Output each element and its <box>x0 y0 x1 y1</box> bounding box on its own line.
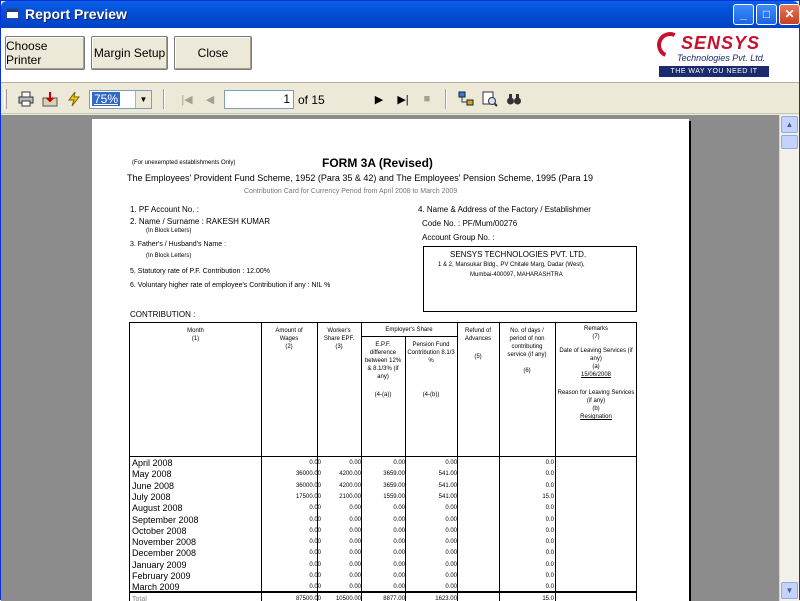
table-row-wages: 0.00 <box>309 527 321 534</box>
total-row-wages: 87500.00 <box>295 596 321 601</box>
refund-header <box>459 327 497 361</box>
pension-fund-header <box>407 341 455 399</box>
table-row-epf: 0.00 <box>349 460 361 466</box>
contribution-table <box>129 322 637 601</box>
pf-account-label: 1. PF Account No. : <box>130 205 199 214</box>
preview-area[interactable] <box>1 115 779 601</box>
workers-share-header <box>319 327 359 351</box>
prev-page-icon[interactable]: ◀ <box>205 93 215 106</box>
header-num: (a) <box>592 364 600 370</box>
date-leaving-value: 15/06/2008 <box>580 372 612 378</box>
table-row-days: 0.0 <box>545 527 554 534</box>
table-row-month: February 2009 <box>132 571 191 581</box>
contribution-label: CONTRIBUTION : <box>130 310 196 319</box>
table-row-diff: 3659.00 <box>383 482 405 489</box>
table-row-days: 0.0 <box>545 573 554 579</box>
name-label: 2. Name / Surname : RAKESH KUMAR <box>130 217 271 226</box>
header-num: (7) <box>592 334 600 340</box>
header-text: Refund of Advances <box>464 328 492 342</box>
scroll-down-button[interactable]: ▼ <box>781 582 798 599</box>
date-leaving-label: Date of Leaving Services (if any) <box>559 348 633 362</box>
table-row-epf: 0.00 <box>349 584 361 591</box>
code-no: Code No. : PF/Mum/00276 <box>422 219 518 228</box>
header-num: (1) <box>191 336 200 342</box>
table-row-epf: 4200.00 <box>339 482 361 489</box>
company-address-line-1: 1 & 2, Mansukar Bldg., PV Chitale Marg, Dadar (West), <box>438 262 585 268</box>
table-row-days: 0.0 <box>545 550 554 557</box>
table-row-epf: 0.00 <box>349 505 361 512</box>
choose-printer-button[interactable]: Choose Printer <box>5 36 85 70</box>
table-row-diff: 0.00 <box>393 539 405 546</box>
statutory-rate: 5. Statutory rate of P.F. Contribution : 12.00% <box>130 268 270 275</box>
scroll-up-button[interactable]: ▲ <box>781 116 798 133</box>
company-address-line-2: Mumbai-400097, MAHARASHTRA <box>470 272 563 278</box>
table-row-diff: 0.00 <box>393 527 405 534</box>
reason-leaving-label: Reason for Leaving Services (if any) <box>557 390 635 404</box>
factory-label: 4. Name & Address of the Factory / Establishmer <box>418 205 591 214</box>
window-icon <box>6 8 19 19</box>
header-num: (4-(a)) <box>374 392 392 398</box>
table-row-wages: 0.00 <box>309 460 321 466</box>
table-row-days: 0.0 <box>545 561 554 568</box>
table-row-wages: 0.00 <box>309 561 321 568</box>
report-page <box>92 119 689 601</box>
block-letters-note: (In Block Letters) <box>146 253 192 259</box>
chevron-down-icon[interactable]: ▼ <box>135 91 151 108</box>
header-text: Amount of Wages <box>275 328 303 342</box>
table-row-wages: 0.00 <box>309 516 321 523</box>
table-row-epf: 0.00 <box>349 573 361 579</box>
page-total: of 15 <box>298 93 325 107</box>
table-row-diff: 0.00 <box>393 550 405 557</box>
table-divider <box>405 336 406 601</box>
table-row-pension: 0.00 <box>445 505 457 512</box>
table-row-days: 0.0 <box>545 482 554 489</box>
table-row-month: January 2009 <box>132 559 187 570</box>
zoom-value: 75% <box>94 92 119 106</box>
table-row-epf: 4200.00 <box>339 471 361 478</box>
minimize-button[interactable]: _ <box>733 4 754 25</box>
table-row-month: October 2008 <box>132 525 187 536</box>
table-row-diff: 0.00 <box>393 573 405 579</box>
table-row-wages: 36000.00 <box>295 471 321 478</box>
table-row-epf: 2100.00 <box>339 493 361 500</box>
logo-subtitle: Technologies Pvt. Ltd. <box>677 53 766 63</box>
table-row-month: September 2008 <box>132 514 199 525</box>
total-row-diff: 8877.00 <box>383 596 405 601</box>
table-divider <box>261 323 262 601</box>
toolbar-grip[interactable] <box>4 89 7 109</box>
voluntary-rate: 6. Voluntary higher rate of employee's Contribution if any : NIL % <box>130 282 331 289</box>
table-row-diff: 1559.00 <box>383 493 405 500</box>
table-row-diff: 0.00 <box>393 460 405 466</box>
month-header <box>130 327 261 343</box>
table-row-wages: 17500.00 <box>295 493 321 500</box>
table-row-pension: 541.00 <box>438 471 457 478</box>
stop-icon[interactable]: ■ <box>423 93 431 105</box>
table-row-month: June 2008 <box>132 480 175 491</box>
table-row-pension: 0.00 <box>445 539 457 546</box>
header-text: Pension Fund Contribution 8.1/3 % <box>407 342 455 364</box>
logo-tagline: THE WAY YOU NEED IT <box>659 66 769 77</box>
table-row-days: 0.0 <box>545 460 554 466</box>
table-row-diff: 3659.00 <box>383 471 405 478</box>
table-row-days: 0.0 <box>545 584 554 591</box>
table-row-pension: 0.00 <box>445 527 457 534</box>
table-divider <box>361 336 457 337</box>
header-num: (4-(b)) <box>422 392 440 398</box>
next-page-icon[interactable]: ▶ <box>374 93 384 106</box>
father-name-label: 3. Father's / Husband's Name : <box>130 241 227 248</box>
table-divider <box>499 323 500 601</box>
sensys-logo <box>653 31 773 81</box>
group-tree-icon[interactable] <box>457 90 475 108</box>
window-title: Report Preview <box>25 6 127 22</box>
vertical-scrollbar[interactable] <box>779 115 799 601</box>
table-row-epf: 0.00 <box>349 539 361 546</box>
table-divider <box>457 323 458 601</box>
form-note: (For unexempted establishments Only) <box>132 160 236 166</box>
header-text: Month <box>187 328 204 334</box>
title-bar[interactable] <box>1 1 799 28</box>
lightning-icon[interactable] <box>65 90 83 108</box>
table-row-pension: 541.00 <box>438 493 457 500</box>
table-row-diff: 0.00 <box>393 584 405 591</box>
total-row-pension: 1623.00 <box>435 596 457 601</box>
find-icon[interactable] <box>505 90 523 108</box>
first-page-icon[interactable]: |◀ <box>181 93 193 106</box>
table-row-diff: 0.00 <box>393 505 405 512</box>
table-row-wages: 0.00 <box>309 550 321 557</box>
scroll-thumb[interactable] <box>781 135 798 149</box>
total-row-epf: 10500.00 <box>335 596 361 601</box>
table-row-month: July 2008 <box>132 491 171 502</box>
form-title: FORM 3A (Revised) <box>322 156 433 170</box>
header-text: E.P.F. difference between 12% & 8.1/3% (if any) <box>364 342 402 380</box>
remarks-header <box>557 325 635 421</box>
table-row-pension: 0.00 <box>445 584 457 591</box>
export-icon[interactable] <box>41 90 59 108</box>
reason-leaving-value: Resignation <box>580 414 612 420</box>
print-icon[interactable] <box>17 90 35 108</box>
table-row-epf: 0.00 <box>349 527 361 534</box>
table-row-days: 15.0 <box>542 493 554 500</box>
epf-diff-header <box>363 341 403 399</box>
table-row-days: 0.0 <box>545 505 554 512</box>
table-row-diff: 0.00 <box>393 516 405 523</box>
header-num: (b) <box>592 406 600 412</box>
scheme-text: The Employees' Provident Fund Scheme, 1952 (Para 35 & 42) and The Employees' Pension Scheme, 1995 (Para 19 <box>127 173 594 183</box>
total-row-month: Total <box>132 596 147 601</box>
table-row-pension: 0.00 <box>445 573 457 579</box>
company-address-box <box>423 246 637 312</box>
zoom-search-icon[interactable] <box>481 90 499 108</box>
zoom-select[interactable] <box>89 90 152 109</box>
margin-setup-button[interactable]: Margin Setup <box>91 36 168 70</box>
last-page-icon[interactable]: ▶| <box>397 93 409 106</box>
table-row-diff: 0.00 <box>393 561 405 568</box>
table-row-month: May 2008 <box>132 469 172 480</box>
table-row-month: August 2008 <box>132 503 183 514</box>
table-row-pension: 541.00 <box>438 482 457 489</box>
header-text: No. of days / period of non contributing service (if any) <box>507 328 547 358</box>
header-num: (2) <box>285 344 293 350</box>
close-window-button[interactable]: ✕ <box>779 4 800 25</box>
page-number-input[interactable]: 1 <box>224 90 294 109</box>
account-group: Account Group No. : <box>422 233 495 242</box>
table-row-month: November 2008 <box>132 537 197 548</box>
header-num: (6) <box>523 368 531 374</box>
table-row-wages: 0.00 <box>309 584 321 591</box>
table-row-pension: 0.00 <box>445 516 457 523</box>
toolbar-separator <box>163 89 165 109</box>
maximize-button[interactable]: □ <box>756 4 777 25</box>
table-row-pension: 0.00 <box>445 550 457 557</box>
table-row-month: December 2008 <box>132 548 197 559</box>
block-letters-note: (In Block Letters) <box>146 228 192 234</box>
employers-share-header: Employer's Share <box>385 327 433 333</box>
table-row-pension: 0.00 <box>445 460 457 466</box>
table-row-epf: 0.00 <box>349 561 361 568</box>
table-row-wages: 36000.00 <box>295 482 321 489</box>
table-row-epf: 0.00 <box>349 550 361 557</box>
table-divider <box>555 323 556 601</box>
table-row-month: April 2008 <box>132 458 173 468</box>
table-row-wages: 0.00 <box>309 539 321 546</box>
wages-header <box>266 327 312 351</box>
table-divider <box>361 323 362 601</box>
header-num: (5) <box>474 354 482 360</box>
table-row-days: 0.0 <box>545 516 554 523</box>
table-row-days: 0.0 <box>545 471 554 478</box>
report-toolbar <box>1 84 799 114</box>
table-row-days: 0.0 <box>545 539 554 546</box>
company-name: SENSYS TECHNOLOGIES PVT. LTD. <box>450 250 587 259</box>
table-row-month: March 2009 <box>132 582 180 593</box>
header-text: Remarks <box>583 326 608 332</box>
total-row-days: 15.0 <box>542 596 554 601</box>
header-num: (3) <box>335 344 343 350</box>
table-divider <box>130 591 636 593</box>
logo-name: SENSYS <box>681 33 761 53</box>
contribution-card-text: Contribution Card for Currency Period from April 2008 to March 2009 <box>244 188 458 195</box>
table-row-wages: 0.00 <box>309 505 321 512</box>
table-divider <box>130 456 636 457</box>
toolbar-separator <box>445 89 447 109</box>
header-text: Worker's Share EPF. <box>323 328 355 342</box>
table-row-wages: 0.00 <box>309 573 321 579</box>
days-header <box>502 327 552 375</box>
table-row-pension: 0.00 <box>445 561 457 568</box>
table-row-epf: 0.00 <box>349 516 361 523</box>
close-button[interactable]: Close <box>174 36 252 70</box>
